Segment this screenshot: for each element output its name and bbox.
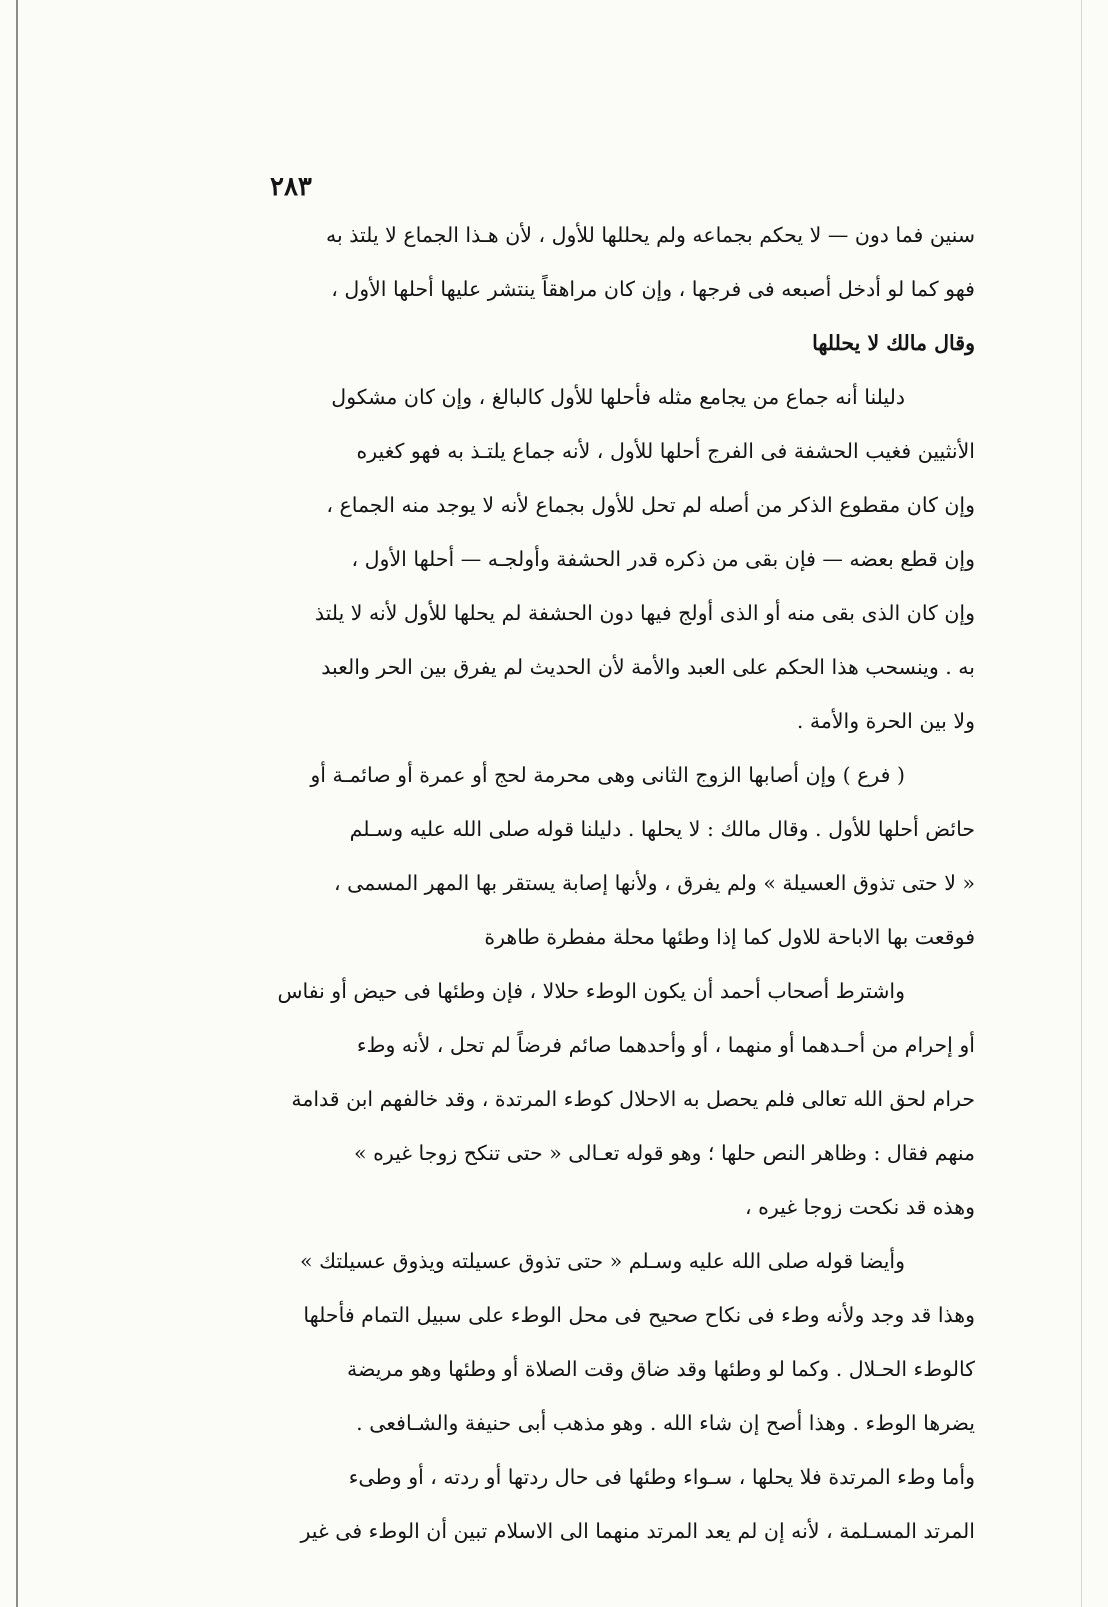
text-line: به . وينسحب هذا الحكم على العبد والأمة لأن الحديث لم يفرق بين الحر والعبد: [321, 655, 975, 679]
text-line: سنين فما دون — لا يحكم بجماعه ولم يحللها للأول ، لأن هـذا الجماع لا يلتذ به: [326, 223, 975, 247]
text-line: كالوطء الحـلال . وكما لو وطئها وقد ضاق وقت الصلاة أو وطئها وهو مريضة: [347, 1357, 975, 1381]
text-line: أو إحرام من أحـدهما أو منهما ، أو وأحدهما صائم فرضاً لم تحل ، لأنه وطء: [356, 1033, 975, 1057]
text-line: المرتد المسـلمة ، لأنه إن لم يعد المرتد منهما الى الاسلام تبين أن الوطء فى غير: [300, 1519, 975, 1543]
text-line: « لا حتى تذوق العسيلة » ولم يفرق ، ولأنها إصابة يستقر بها المهر المسمى ،: [333, 871, 975, 895]
text-line: وقال مالك لا يحللها: [812, 331, 975, 355]
page-edge-line-faint: [1081, 0, 1082, 1607]
text-line: يضرها الوطء . وهذا أصح إن شاء الله . وهو مذهب أبى حنيفة والشـافعى .: [356, 1411, 975, 1435]
text-line: منهم فقال : وظاهر النص حلها ؛ وهو قوله تعـالى « حتى تنكح زوجا غيره »: [354, 1141, 975, 1165]
page-edge-line: [16, 0, 18, 1607]
body-text: [205, 208, 975, 1558]
page-number: ٢٨٣: [270, 172, 312, 202]
text-line: الأنثيين فغيب الحشفة فى الفرج أحلها للأول ، لأنه جماع يلتـذ به فهو كغيره: [356, 439, 975, 463]
paragraph-start-line: دليلنا أنه جماع من يجامع مثله فأحلها للأول كالبالغ ، وإن كان مشكول: [331, 385, 905, 409]
text-line: وإن قطع بعضه — فإن بقى من ذكره قدر الحشفة وأولجـه — أحلها الأول ،: [351, 547, 975, 571]
paragraph-start-line: واشترط أصحاب أحمد أن يكون الوطء حلالا ، فإن وطئها فى حيض أو نفاس: [277, 979, 905, 1003]
text-line: وأما وطء المرتدة فلا يحلها ، سـواء وطئها فى حال ردتها أو ردته ، أو وطىء: [348, 1465, 975, 1489]
text-line: حائض أحلها للأول . وقال مالك : لا يحلها . دليلنا قوله صلى الله عليه وسـلم: [349, 817, 975, 841]
text-line: ولا بين الحرة والأمة .: [796, 709, 975, 733]
text-line: وإن كان مقطوع الذكر من أصله لم تحل للأول بجماع لأنه لا يوجد منه الجماع ،: [326, 493, 975, 517]
text-line: وهذه قد نكحت زوجا غيره ،: [744, 1195, 975, 1219]
text-line: فوقعت بها الاباحة للاول كما إذا وطئها محلة مفطرة طاهرة: [484, 925, 975, 949]
paragraph-start-line: ( فرع ) وإن أصابها الزوج الثانى وهى محرمة لحج أو عمرة أو صائمـة أو: [310, 763, 905, 787]
paragraph-start-line: وأيضا قوله صلى الله عليه وسـلم « حتى تذوق عسيلته ويذوق عسيلتك »: [300, 1249, 905, 1273]
text-line: فهو كما لو أدخل أصبعه فى فرجها ، وإن كان مراهقاً ينتشر عليها أحلها الأول ،: [331, 277, 975, 301]
text-line: حرام لحق الله تعالى فلم يحصل به الاحلال كوطء المرتدة ، وقد خالفهم ابن قدامة: [291, 1087, 975, 1111]
text-line: وإن كان الذى بقى منه أو الذى أولج فيها دون الحشفة لم يحلها للأول لأنه لا يلتذ: [314, 601, 975, 625]
text-line: وهذا قد وجد ولأنه وطء فى نكاح صحيح فى محل الوطء على سبيل التمام فأحلها: [303, 1303, 975, 1327]
